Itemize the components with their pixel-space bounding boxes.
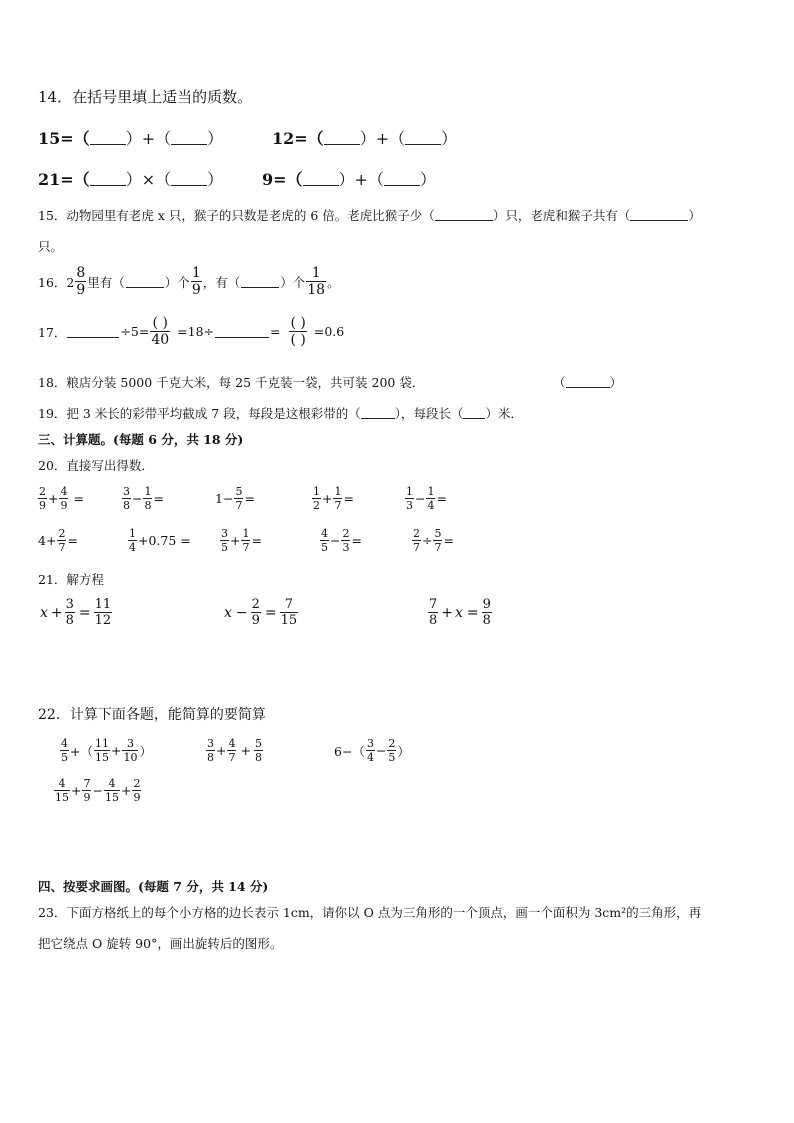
math-text: =: [244, 491, 255, 506]
fraction: [428, 598, 438, 627]
fraction: [104, 778, 120, 803]
numerator: 2: [342, 527, 350, 540]
numerator: 4: [321, 527, 328, 540]
q21-equation-3: [428, 598, 493, 627]
fraction: [57, 528, 66, 553]
denominator: 8: [65, 613, 74, 628]
math-text: −: [132, 491, 143, 506]
denominator: 4: [129, 541, 136, 554]
q20-item-e: [405, 486, 448, 511]
denominator: 3: [342, 541, 350, 554]
numerator: 2: [133, 777, 141, 790]
math-text: =: [153, 491, 164, 506]
math-text: +: [110, 743, 122, 758]
denominator: 9: [39, 499, 46, 512]
fraction: [482, 598, 492, 627]
fraction: [220, 528, 229, 553]
fraction: [312, 486, 321, 511]
denominator: 9: [60, 499, 68, 512]
q19: 19．把 3 米长的彩带平均截成 7 段，每段是这根彩带的（ ），每段长（ ）米．: [38, 406, 523, 421]
math-text: +: [48, 491, 59, 506]
denominator: 10: [123, 751, 138, 764]
math-text: +: [216, 743, 227, 758]
fraction: [426, 486, 435, 511]
denominator: 3: [406, 499, 413, 512]
q20-item-h: [220, 528, 263, 553]
math-text: =: [343, 491, 354, 506]
math-text: =: [251, 533, 262, 548]
numerator: 3: [207, 737, 214, 750]
denominator: 9: [83, 791, 91, 804]
answer-blank[interactable]: [90, 173, 126, 186]
fraction: [366, 738, 375, 763]
numerator: 2: [39, 485, 46, 498]
denominator: 7: [228, 751, 236, 764]
fraction: [333, 486, 342, 511]
math-text: +: [441, 604, 454, 621]
numerator: 11: [94, 597, 112, 612]
answer-blank[interactable]: [566, 375, 610, 388]
answer-blank[interactable]: [324, 132, 360, 145]
q22-expression-1: [60, 738, 153, 763]
denominator: 9: [76, 282, 86, 298]
numerator: 4: [58, 777, 66, 790]
numerator: 3: [221, 527, 228, 540]
math-text: x: [40, 604, 48, 621]
answer-blank[interactable]: [361, 406, 395, 419]
answer-blank[interactable]: [384, 173, 420, 186]
fraction: [412, 528, 421, 553]
section-4-heading: 四、按要求画图。(每题 7 分，共 14 分): [38, 879, 269, 894]
answer-blank[interactable]: [303, 173, 339, 186]
q15-line2: 只。: [38, 239, 64, 254]
numerator: 3: [65, 597, 74, 612]
denominator: 8: [254, 751, 262, 764]
fraction: [254, 738, 263, 763]
denominator: 5: [221, 541, 228, 554]
q20-item-a: [38, 486, 85, 511]
fraction: [59, 486, 68, 511]
answer-blank[interactable]: [67, 325, 119, 338]
fraction: [38, 486, 47, 511]
math-text: +: [71, 783, 82, 798]
numerator: 5: [254, 737, 262, 750]
denominator: 7: [413, 541, 420, 554]
numerator: 1: [313, 485, 320, 498]
numerator: 4: [108, 777, 116, 790]
q22-expression-3: [334, 738, 411, 763]
fraction: [227, 738, 236, 763]
answer-blank[interactable]: [463, 406, 485, 419]
numerator: 5: [434, 527, 442, 540]
math-text: =: [443, 533, 454, 548]
q14-row-2: 12=（ ）+（ ）: [272, 129, 458, 148]
math-text: −: [330, 533, 341, 548]
denominator: 4: [427, 499, 435, 512]
math-text: 4+: [38, 533, 57, 548]
fraction: [280, 598, 299, 627]
denominator: 7: [235, 499, 243, 512]
numerator: 4: [228, 737, 236, 750]
answer-blank[interactable]: [241, 275, 279, 288]
math-text: +: [322, 491, 333, 506]
denominator: 5: [388, 751, 396, 764]
denominator: 18: [307, 282, 326, 298]
numerator: 7: [429, 597, 438, 612]
denominator: 9: [251, 613, 260, 628]
fraction: [60, 738, 69, 763]
numerator: 3: [366, 737, 374, 750]
numerator: 4: [60, 485, 68, 498]
fraction: [241, 528, 250, 553]
q22-expression-2: [206, 738, 264, 763]
math-text: −: [92, 783, 103, 798]
fraction: [405, 486, 414, 511]
math-text: 。: [327, 274, 340, 290]
fraction: [132, 778, 141, 803]
answer-blank[interactable]: [126, 275, 164, 288]
numerator: 1: [334, 485, 342, 498]
math-text: +: [230, 533, 241, 548]
q21-equation-2: [224, 598, 299, 627]
denominator: 8: [123, 499, 130, 512]
q20-title: 20．直接写出得数．: [38, 458, 154, 473]
answer-blank[interactable]: [435, 208, 493, 221]
math-text: +: [50, 604, 63, 621]
numerator: 11: [94, 737, 109, 750]
q20-item-i: [320, 528, 363, 553]
numerator: 5: [235, 485, 243, 498]
denominator: 15: [104, 791, 119, 804]
answer-blank[interactable]: [630, 208, 688, 221]
denominator: 8: [482, 613, 491, 628]
fraction: [82, 778, 91, 803]
math-text: =: [73, 491, 84, 506]
math-text: ，有（: [202, 274, 241, 290]
math-text: 17．: [38, 324, 67, 340]
q18-answer: （ ）: [553, 375, 623, 390]
fraction: [289, 316, 306, 347]
denominator: 40: [151, 332, 170, 348]
denominator: ( ): [290, 332, 306, 348]
denominator: 5: [61, 751, 68, 764]
math-text: x: [455, 604, 463, 621]
math-text: ）个: [280, 274, 306, 290]
numerator: 2: [251, 597, 260, 612]
math-text: −: [375, 743, 387, 758]
q23-line1: 23．下面方格纸上的每个小方格的边长表示 1cm，请你以 O 点为三角形的一个顶点，画一个面积为 3cm²的三角形，再: [38, 905, 702, 920]
q17: [38, 316, 345, 347]
q20-item-g: [128, 528, 192, 553]
math-text: =: [351, 533, 362, 548]
q21-equation-1: [40, 598, 113, 627]
q14-row-4: 9=（ ）+（ ）: [262, 170, 436, 189]
numerator: 2: [58, 527, 66, 540]
numerator: 1: [144, 485, 152, 498]
numerator: 1: [129, 527, 136, 540]
denominator: 15: [94, 751, 109, 764]
numerator: 1: [191, 265, 201, 281]
q18-text: 18．粮店分装 5000 千克大米，每 25 千克装一袋，共可装 200 袋．: [38, 375, 425, 390]
numerator: 1: [427, 485, 435, 498]
answer-blank[interactable]: [215, 325, 269, 338]
denominator: 7: [242, 541, 250, 554]
numerator: 2: [413, 527, 420, 540]
denominator: 4: [366, 751, 374, 764]
math-text: ）: [397, 743, 410, 759]
math-text: −: [415, 491, 426, 506]
numerator: 7: [83, 777, 91, 790]
answer-blank[interactable]: [405, 132, 441, 145]
math-text: 1−: [215, 491, 234, 506]
answer-blank[interactable]: [171, 132, 207, 145]
fraction: [143, 486, 152, 511]
fraction: [94, 598, 113, 627]
math-text: =: [436, 491, 447, 506]
numerator: 2: [388, 737, 396, 750]
numerator: 1: [406, 485, 413, 498]
q22-title: 22．计算下面各题，能简算的要简算: [38, 707, 266, 723]
math-text: =: [270, 324, 281, 339]
fraction: [65, 598, 75, 627]
q15-line1: 15．动物园里有老虎 x 只，猴子的只数是老虎的 6 倍。老虎比猴子少（ ）只，老虎和猴子共有（ ）: [38, 208, 701, 223]
math-text: +: [240, 743, 251, 758]
numerator: 7: [284, 597, 294, 612]
numerator: 8: [76, 265, 86, 281]
fraction: [320, 528, 329, 553]
q20-item-j: [412, 528, 455, 553]
math-text: =: [78, 604, 91, 621]
q14-title: 14．在括号里填上适当的质数。: [38, 88, 253, 106]
denominator: 5: [321, 541, 328, 554]
math-text: ）: [139, 743, 152, 759]
numerator: ( ): [290, 315, 306, 331]
denominator: 15: [280, 613, 298, 628]
numerator: 3: [123, 485, 130, 498]
math-text: −: [235, 604, 248, 621]
denominator: 7: [58, 541, 66, 554]
q14-row-1: 15=（ ）+（ ）: [38, 129, 224, 148]
denominator: 8: [144, 499, 152, 512]
section-3-heading: 三、计算题。(每题 6 分，共 18 分): [38, 432, 244, 447]
q22-expression-4: [54, 778, 142, 803]
q23-line2: 把它绕点 O 旋转 90°，画出旋转后的图形。: [38, 936, 283, 951]
fraction: [433, 528, 442, 553]
q21-title: 21．解方程: [38, 572, 104, 587]
fraction: [206, 738, 215, 763]
fraction: [251, 598, 261, 627]
fraction: [234, 486, 243, 511]
denominator: 9: [191, 282, 201, 298]
math-text: +（: [70, 743, 93, 759]
numerator: 3: [126, 737, 134, 750]
math-text: 里有（: [87, 274, 125, 290]
q16: [38, 266, 341, 297]
numerator: 1: [242, 527, 250, 540]
denominator: 8: [429, 613, 438, 628]
numerator: 1: [311, 265, 321, 281]
math-text: ÷: [422, 533, 433, 548]
math-text: +: [120, 783, 132, 798]
fraction: [150, 316, 170, 347]
answer-blank[interactable]: [90, 132, 126, 145]
fraction: [122, 738, 138, 763]
fraction: [341, 528, 350, 553]
fraction: [191, 266, 202, 297]
denominator: 9: [133, 791, 141, 804]
fraction: [306, 266, 326, 297]
q20-item-b: [122, 486, 165, 511]
math-text: =18÷: [177, 324, 214, 339]
denominator: 12: [94, 613, 112, 628]
math-text: x: [224, 604, 232, 621]
q20-item-c: [215, 486, 256, 511]
math-text: +0.75 =: [138, 533, 191, 548]
fraction: [54, 778, 70, 803]
numerator: 9: [482, 597, 491, 612]
fraction: [94, 738, 110, 763]
math-text: 6−（: [334, 743, 365, 759]
numerator: 4: [61, 737, 68, 750]
denominator: 7: [334, 499, 342, 512]
numerator: ( ): [152, 315, 168, 331]
fraction: [387, 738, 396, 763]
denominator: 15: [55, 791, 69, 804]
math-text: =: [466, 604, 479, 621]
math-text: ÷5=: [120, 324, 150, 339]
math-text: =: [67, 533, 78, 548]
math-text: 16．2: [38, 274, 75, 290]
denominator: 7: [434, 541, 442, 554]
q14-row-3: 21=（ ）×（ ）: [38, 170, 224, 189]
math-text: ）个: [164, 274, 190, 290]
fraction: [128, 528, 137, 553]
fraction: [75, 266, 86, 297]
math-text: =: [264, 604, 277, 621]
q20-item-d: [312, 486, 355, 511]
math-text: =0.6: [313, 324, 345, 339]
fraction: [122, 486, 131, 511]
denominator: 8: [207, 751, 214, 764]
answer-blank[interactable]: [171, 173, 207, 186]
denominator: 2: [313, 499, 320, 512]
q20-item-f: [38, 528, 79, 553]
